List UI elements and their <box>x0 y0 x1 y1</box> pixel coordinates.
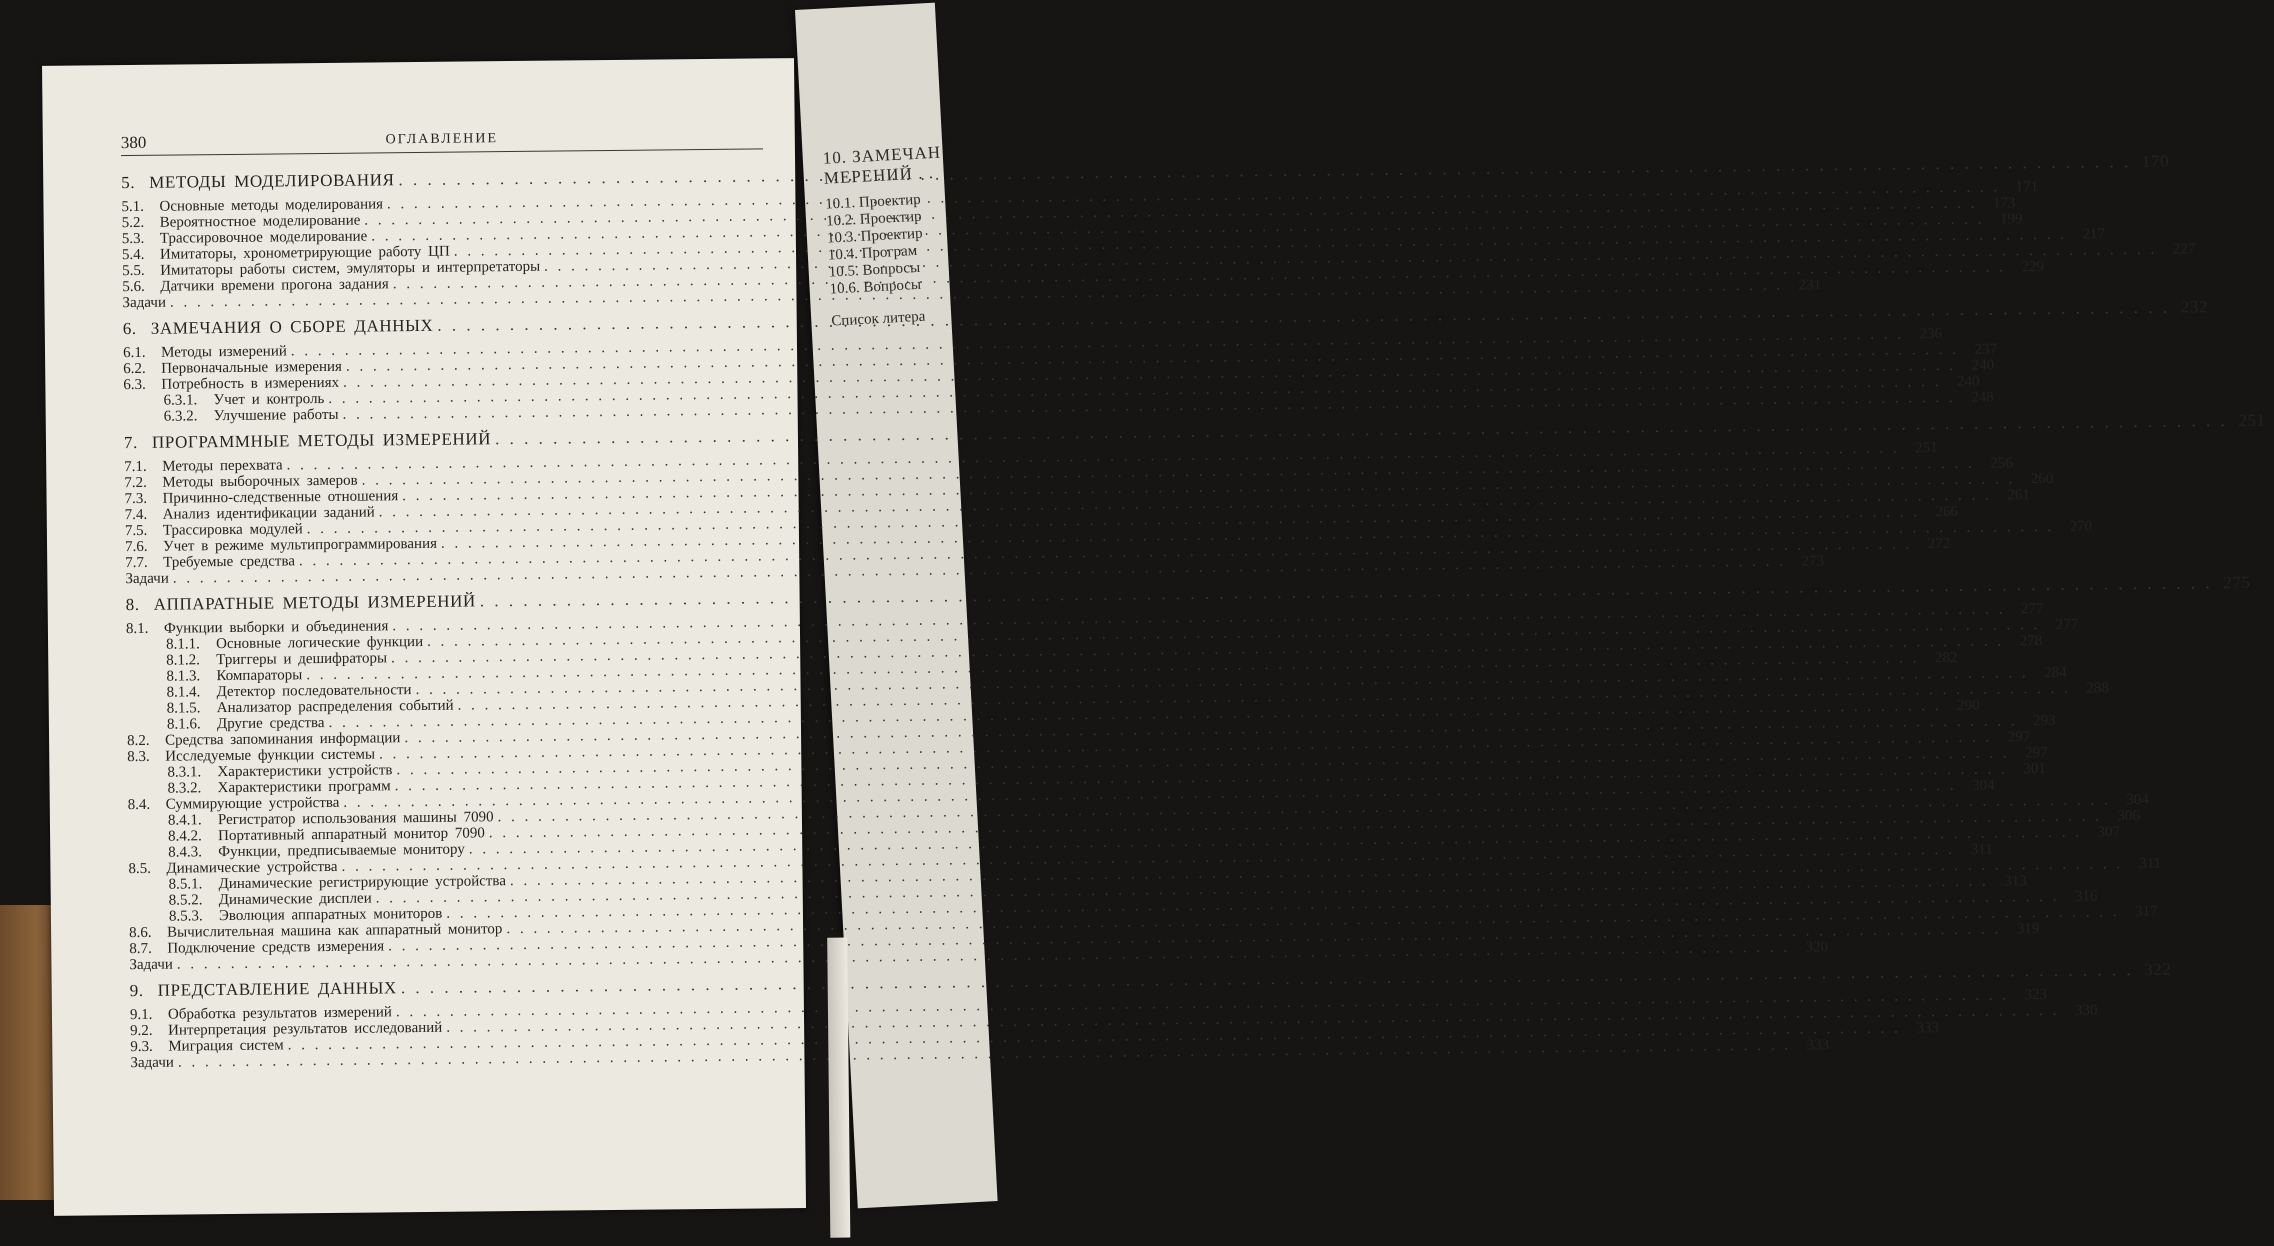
toc-entry-page: 240 <box>1971 357 1995 374</box>
toc-entry-title: Основные логические функции <box>216 633 424 653</box>
toc-entry-number: 8.1.3. <box>166 668 201 685</box>
toc-entry-page: 171 <box>2015 179 2039 196</box>
facing-page-line: 10. ЗАМЕЧАН <box>822 142 942 168</box>
toc-entry-title: Динамические дисплеи <box>218 890 372 909</box>
toc-entry-number: 7.2. <box>124 474 147 492</box>
toc-entry-title: ПРОГРАММНЫЕ МЕТОДЫ ИЗМЕРЕНИЙ <box>151 429 492 452</box>
toc-entry-number: 9. <box>129 980 144 1001</box>
facing-page-line: Список литера <box>830 308 926 330</box>
toc-entry-number: 7.6. <box>124 538 148 556</box>
toc-entry-page: 313 <box>2004 873 2027 890</box>
toc-entry-title: Задачи <box>125 570 169 588</box>
toc-entry-number: 6.2. <box>123 360 146 378</box>
toc-entry-number: 8.1. <box>125 620 149 638</box>
toc-entry-page: 277 <box>2020 601 2044 618</box>
toc-entry-title: Задачи <box>122 294 167 312</box>
toc-entry-page: 270 <box>2069 518 2093 535</box>
toc-entry-number: 8.1.6. <box>166 716 201 733</box>
toc-entry-number: 8.4.3. <box>168 844 203 861</box>
toc-entry-number: 9.1. <box>129 1006 153 1024</box>
toc-entry-title: Миграция систем <box>168 1037 284 1055</box>
toc-entry-page: 170 <box>2141 151 2170 171</box>
toc-entry-title: Учет и контроль <box>213 390 325 409</box>
toc-entry-title: Функции, предписываемые монитору <box>218 841 465 861</box>
toc-entry-page: 260 <box>2030 470 2054 488</box>
toc-entry-number: 7.1. <box>124 458 147 476</box>
toc-entry-title: Интерпретация результатов исследований <box>168 1019 443 1039</box>
toc-entry-number: 8.1.4. <box>166 684 201 701</box>
toc-entry-title: Задачи <box>129 956 173 974</box>
page-title: ОГЛАВЛЕНИЕ <box>385 131 499 148</box>
toc-entry-number: 8.3.1. <box>167 764 202 781</box>
toc-entry-page: 273 <box>1801 553 1825 570</box>
toc-entry-page: 284 <box>2044 664 2067 682</box>
toc-entry-number: 8. <box>125 594 140 615</box>
toc-entry-number: 8.6. <box>129 924 152 942</box>
toc-entry-page: 297 <box>2025 744 2048 762</box>
toc-entry-title: Триггеры и дешифраторы <box>216 650 388 669</box>
toc-entry-number: 7.5. <box>124 522 148 540</box>
toc-entry-title: Регистратор использования машины 7090 <box>217 809 494 829</box>
toc-entry-page: 297 <box>2007 729 2031 746</box>
toc-entry-number: 7.7. <box>125 554 148 572</box>
toc-entry-number: 8.3. <box>127 748 150 766</box>
toc-entry-number: 8.1.5. <box>166 700 201 717</box>
facing-page-line: 10.4. Програм <box>827 242 918 264</box>
page-number: 380 <box>120 132 147 153</box>
toc-entry-title: Компараторы <box>216 667 303 685</box>
toc-entry-page: 330 <box>2074 1002 2098 1019</box>
toc-entry-number: 6. <box>122 318 137 339</box>
toc-entry-page: 304 <box>2126 791 2149 809</box>
toc-entry-title: Методы перехвата <box>162 457 283 475</box>
toc-entry-title: Средства запоминания информации <box>165 730 401 749</box>
toc-entry-number: 8.1.1. <box>166 636 200 653</box>
toc-entry-number: 6.3.1. <box>163 392 198 409</box>
toc-entry-title: Динамические устройства <box>166 858 338 877</box>
toc-entry-page: 275 <box>2223 572 2251 593</box>
toc-entry-title: Детектор последовательности <box>216 682 412 701</box>
toc-entry-page: 319 <box>2016 921 2040 938</box>
toc-entry-title: Имитаторы, хронометрирующие работу ЦП <box>159 243 450 263</box>
toc-entry-page: 173 <box>1992 195 2016 212</box>
toc-entry-title: Потребность в измерениях <box>161 374 340 393</box>
toc-entry-page: 320 <box>1805 939 1829 956</box>
toc-entry-number: 7. <box>123 432 139 453</box>
toc-entry-page: 256 <box>1990 455 2013 472</box>
toc-entry-number: 8.4.1. <box>167 812 202 829</box>
toc-entry-title: Характеристики программ <box>217 778 391 797</box>
toc-entry-title: Анализатор распределения событий <box>216 697 454 717</box>
toc-entry-title: Трассировочное моделирование <box>159 228 368 247</box>
toc-entry-page: 293 <box>2032 712 2056 730</box>
toc-entry-page: 231 <box>1798 277 1822 294</box>
toc-entry-number: 5.5. <box>122 262 145 280</box>
toc-entry-page: 237 <box>1974 341 1998 358</box>
toc-entry-number: 9.2. <box>130 1022 153 1040</box>
toc-entry-title: Методы выборочных замеров <box>162 472 358 491</box>
toc-entry-page: 199 <box>1999 211 2023 228</box>
toc-entry-number: 6.3.2. <box>163 408 198 425</box>
running-head <box>121 118 763 156</box>
toc-entry-page: 301 <box>2023 760 2046 778</box>
toc-entry-title: Другие средства <box>216 715 325 733</box>
toc-entry-title: Исследуемые функции системы <box>165 746 376 765</box>
toc-entry-title: Динамические регистрирующие устройства <box>218 873 507 893</box>
facing-page-line: 10.2. Проектир <box>825 208 923 230</box>
toc-entry-number: 8.7. <box>129 940 152 958</box>
toc-entry-title: Датчики времени прогона задания <box>160 276 389 295</box>
toc-entry-title: Эволюция аппаратных мониторов <box>218 905 443 925</box>
toc-entry-number: 8.5.1. <box>168 876 203 893</box>
toc-entry-page: 311 <box>2139 855 2162 873</box>
toc-entry-title: Анализ идентификации заданий <box>162 504 375 523</box>
toc-entry-page: 229 <box>2021 258 2045 276</box>
page-gutter <box>827 938 850 1238</box>
toc-entry-page: 248 <box>1971 389 1994 406</box>
toc-entry-number: 8.5. <box>128 860 152 878</box>
toc-entry-page: 290 <box>1957 697 1980 714</box>
toc-entry-title: Требуемые средства <box>163 553 296 571</box>
toc-entry-page: 306 <box>2117 808 2141 825</box>
toc-entry-page: 278 <box>2019 633 2043 650</box>
toc-entry-number: 8.4. <box>127 796 151 814</box>
toc-entry-page: 307 <box>2097 824 2121 841</box>
toc-entry-page: 217 <box>2082 226 2106 243</box>
toc-entry-page: 251 <box>1915 440 1938 457</box>
toc-entry-page: 236 <box>1919 326 1943 343</box>
toc-entry-number: 8.3.2. <box>167 780 202 797</box>
toc-entry-page: 261 <box>2007 487 2030 504</box>
facing-page-line: 10.6. Вопросы <box>829 276 922 298</box>
toc-entry-page: 227 <box>2172 241 2196 258</box>
toc-entry-number: 9.3. <box>130 1038 153 1056</box>
toc-entry-number: 8.2. <box>127 732 150 750</box>
toc-entry-page: 304 <box>1971 777 1995 794</box>
toc-entry-title: Функции выборки и объединения <box>163 618 389 637</box>
toc-entry-number: 7.4. <box>124 506 148 524</box>
toc-entry-page: 311 <box>1970 841 1993 858</box>
toc-entry-number: 6.3. <box>123 376 146 394</box>
toc-entry-number: 8.1.2. <box>166 652 201 669</box>
toc-entry-title: Задачи <box>130 1054 174 1072</box>
toc-entry-page: 282 <box>1934 649 1958 667</box>
toc-entry-number: 8.4.2. <box>168 828 202 845</box>
toc-entry-page: 288 <box>2086 680 2109 697</box>
toc-entry-title: Обработка результатов измерений <box>167 1004 393 1023</box>
toc-entry-page: 323 <box>2024 986 2048 1004</box>
toc-entry-page: 277 <box>2055 616 2079 633</box>
toc-entry-number: 5.3. <box>121 230 145 248</box>
toc-entry-page: 333 <box>1916 1020 1939 1037</box>
toc-entry-title: Трассировка модулей <box>162 521 303 539</box>
toc-entry-title: Улучшение работы <box>213 406 339 425</box>
toc-entry-page: 251 <box>2238 410 2266 430</box>
toc-entry-title: Причинно-следственные отношения <box>162 488 399 507</box>
toc-entry-title: Подключение средств измерения <box>167 938 385 957</box>
toc-entry-page: 316 <box>2074 888 2098 905</box>
facing-page-line: 10.5. Вопросы <box>828 259 921 281</box>
toc-entry-page: 333 <box>1806 1037 1830 1054</box>
toc-entry-number: 5.4. <box>121 246 145 264</box>
toc-entry-number: 6.1. <box>122 344 146 362</box>
toc-entry-title: Вероятностное моделирование <box>159 212 361 231</box>
toc-entry-title: Основные методы моделирования <box>159 196 384 215</box>
toc-entry-page: 317 <box>2134 903 2158 921</box>
toc-entry-title: Имитаторы работы систем, эмуляторы и интерпретаторы <box>160 258 541 279</box>
toc-entry-title: Портативный аппаратный монитор 7090 <box>218 825 485 845</box>
toc-entry-number: 5. <box>121 172 136 193</box>
toc-entry-page: 240 <box>1956 373 1980 390</box>
toc-entry-title: Вычислительная машина как аппаратный монитор <box>167 921 503 941</box>
toc-entry-page: 272 <box>1927 535 1951 553</box>
toc-entry-page: 266 <box>1935 503 1958 521</box>
toc-entry-title: Суммирующие устройства <box>165 794 340 813</box>
toc-entry-number: 5.2. <box>121 214 145 232</box>
facing-page-line: 10.1. Проектир <box>824 191 922 213</box>
toc-entry-title: МЕТОДЫ МОДЕЛИРОВАНИЯ <box>149 170 395 192</box>
toc-entry-number: 7.3. <box>124 490 148 508</box>
toc-entry-title: Учет в режиме мультипрограммирования <box>162 535 438 555</box>
toc-entry-title: Методы измерений <box>160 343 287 361</box>
toc-entry-title: АППАРАТНЫЕ МЕТОДЫ ИЗМЕРЕНИЙ <box>153 591 476 614</box>
toc-entry-number: 8.5.2. <box>168 892 203 909</box>
toc-entry-number: 8.5.3. <box>168 908 203 925</box>
toc-entry-title: Характеристики устройств <box>217 762 393 781</box>
toc-entry-title: Первоначальные измерения <box>161 358 343 377</box>
toc-entry-number: 5.1. <box>121 198 145 216</box>
toc-entry-page: 322 <box>2144 959 2172 979</box>
toc-entry-title: ЗАМЕЧАНИЯ О СБОРЕ ДАННЫХ <box>150 315 434 338</box>
facing-page-line: 10.3. Проектир <box>826 225 923 247</box>
toc-entry-title: ПРЕДСТАВЛЕНИЕ ДАННЫХ <box>157 978 397 1000</box>
facing-page-line: МЕРЕНИЙ . . <box>823 162 935 188</box>
toc-entry-number: 5.6. <box>122 278 145 296</box>
toc-entry-page: 232 <box>2180 297 2209 317</box>
